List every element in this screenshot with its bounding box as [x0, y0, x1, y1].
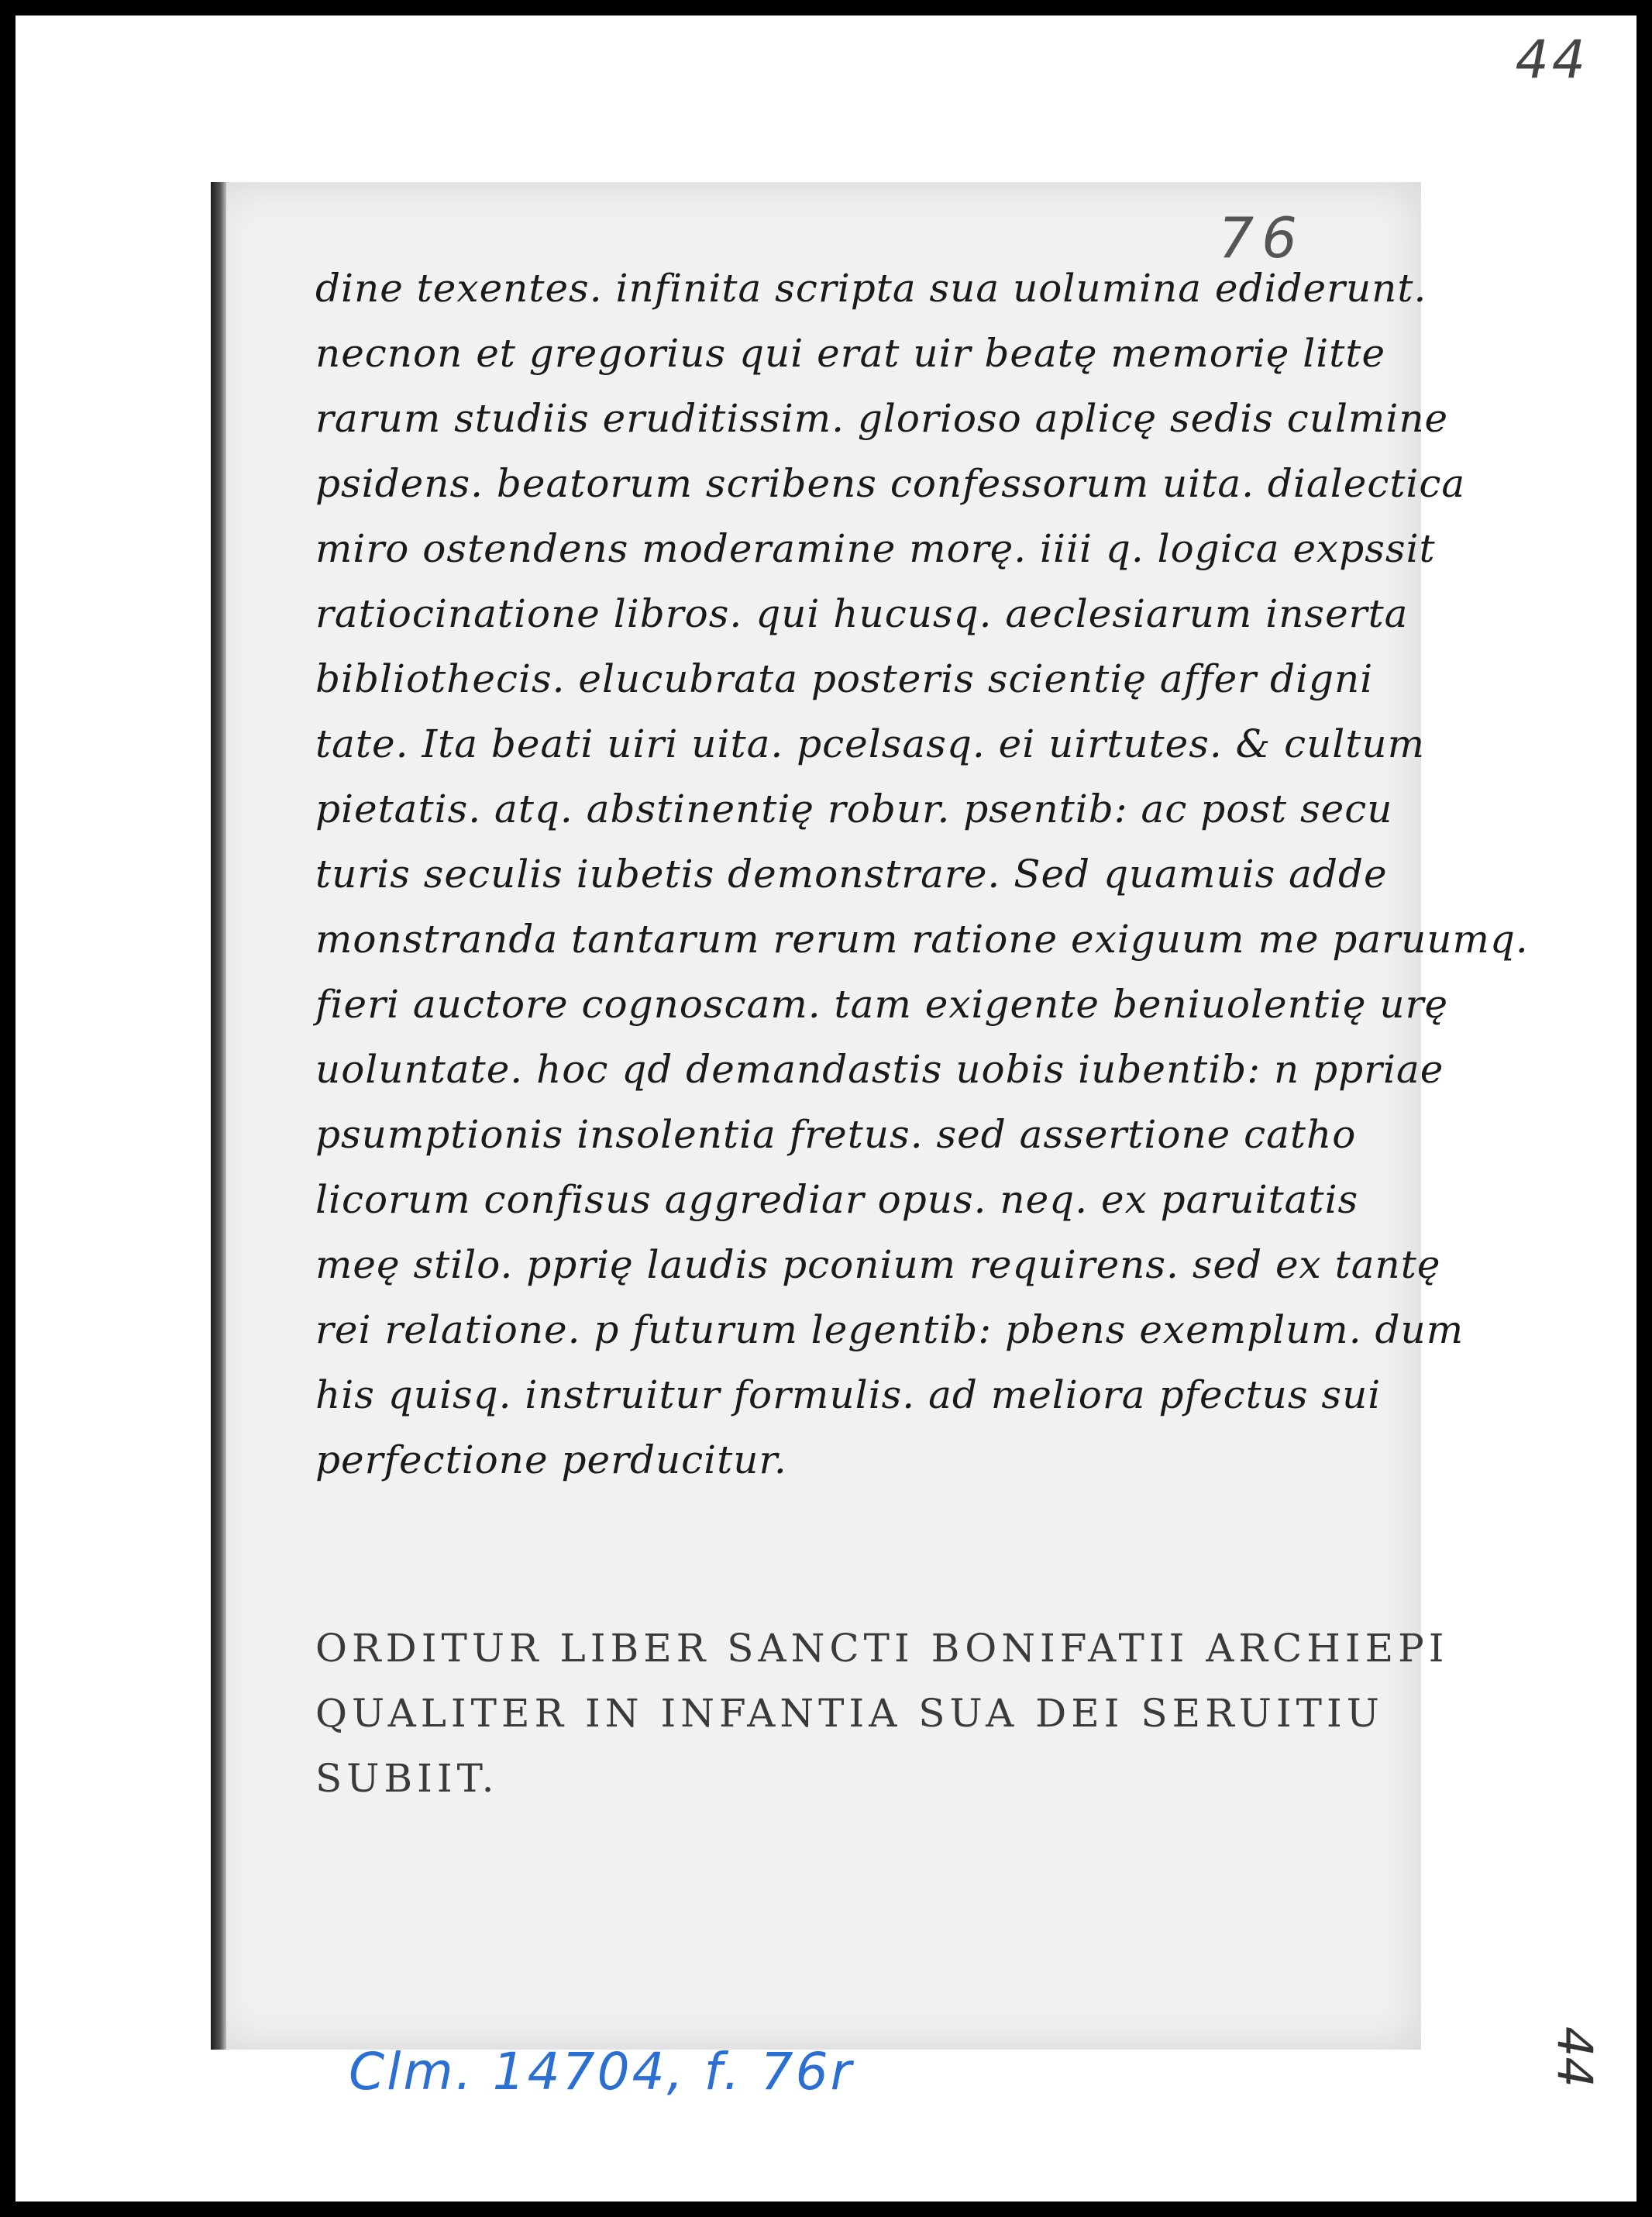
text-line: ratiocinatione libros. qui hucusq. aeclesiarum inserta: [315, 591, 1409, 636]
rubric-heading: [315, 1616, 1449, 1811]
page-number-top: 44: [1515, 29, 1588, 91]
text-line: rarum studiis eruditissim. glorioso aplicę sedis culmine: [315, 396, 1449, 441]
text-line: pietatis. atq. abstinentię robur. psentib: ac post secu: [315, 787, 1393, 831]
text-line: licorum confisus aggrediar opus. neq. ex paruitatis: [315, 1177, 1359, 1222]
text-line: tate. Ita beati uiri uita. pcelsasq. ei uirtutes. & cultum: [315, 721, 1425, 766]
text-line: perfectione perducitur.: [315, 1437, 787, 1482]
page-number-side: 44: [1547, 2026, 1604, 2088]
text-line: dine texentes. infinita scripta sua uolumina ediderunt.: [315, 266, 1427, 311]
shelfmark-annotation: Clm. 14704, f. 76r: [349, 2042, 854, 2102]
folio-number: 76: [1218, 205, 1305, 270]
rubric-line: QUALITER IN INFANTIA SUA DEI SERUITIU: [315, 1691, 1384, 1736]
manuscript-folio: [211, 182, 1529, 2050]
photocopy-page: [15, 15, 1637, 2202]
text-line: miro ostendens moderamine morę. iiii q. logica expssit: [315, 526, 1436, 571]
folio-spine-edge: [211, 182, 226, 2050]
text-line: monstranda tantarum rerum ratione exiguum me paruumq.: [315, 917, 1529, 962]
rubric-line: ORDITUR LIBER SANCTI BONIFATII ARCHIEPI: [315, 1626, 1449, 1671]
text-line: fieri auctore cognoscam. tam exigente beniuolentię urę: [315, 982, 1449, 1027]
text-line: psumptionis insolentia fretus. sed assertione catho: [315, 1112, 1357, 1157]
rubric-line: SUBIIT.: [315, 1756, 499, 1801]
text-line: rei relatione. p futurum legentib: pbens exemplum. dum: [315, 1307, 1464, 1352]
text-line: uoluntate. hoc qd demandastis uobis iubentib: n ppriae: [315, 1047, 1444, 1092]
text-line: turis seculis iubetis demonstrare. Sed quamuis adde: [315, 852, 1388, 897]
text-line: meę stilo. pprię laudis pconium requirens. sed ex tantę: [315, 1242, 1441, 1287]
text-line: bibliothecis. elucubrata posteris scientię affer digni: [315, 656, 1374, 701]
text-line: psidens. beatorum scribens confessorum uita. dialectica: [315, 461, 1466, 506]
text-line: his quisq. instruitur formulis. ad meliora pfectus sui: [315, 1372, 1382, 1417]
main-text-block: [315, 256, 1529, 1492]
text-line: necnon et gregorius qui erat uir beatę memorię litte: [315, 331, 1386, 376]
